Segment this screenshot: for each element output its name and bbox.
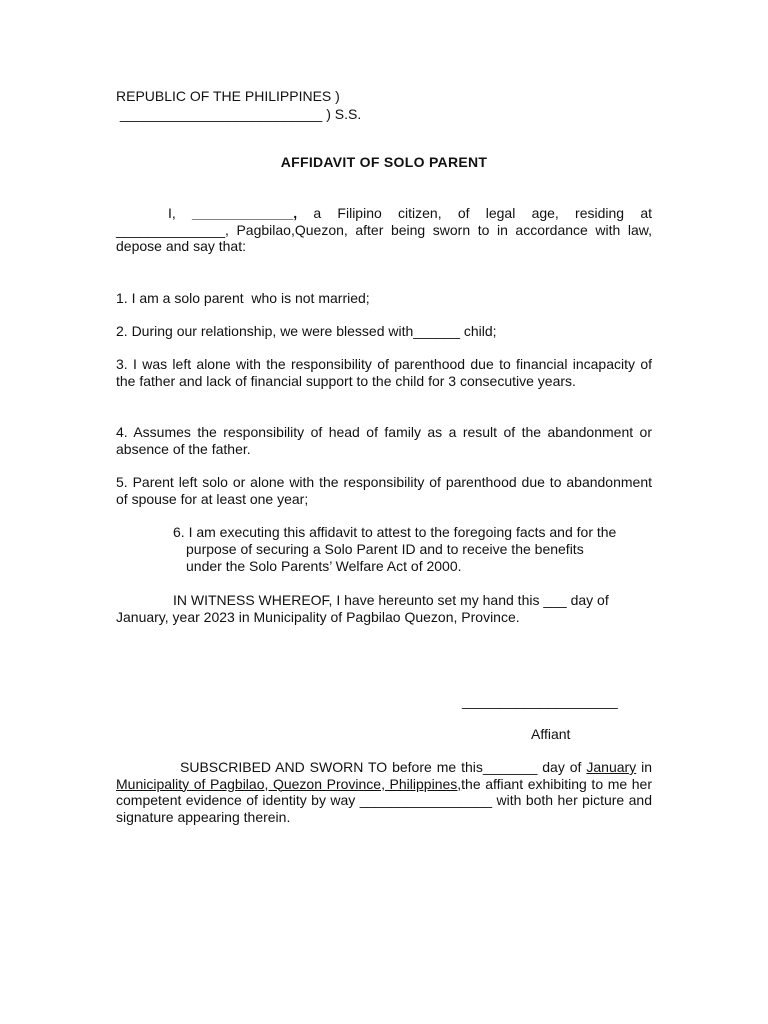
intro-paragraph bbox=[116, 205, 652, 255]
affiant-label: Affiant bbox=[531, 726, 571, 742]
witness-line-2: January, year 2023 in Municipality of Pagbilao Quezon, Province. bbox=[116, 609, 520, 625]
item-6-line-1: 6. I am executing this affidavit to attest to the foregoing facts and for the bbox=[173, 524, 617, 540]
item-2: 2. During our relationship, we were blessed with______ child; bbox=[116, 323, 497, 339]
jurat-part-3: the affiant exhibiting to me her competent evidence of identity by way _________________ with both her picture and signature appearing therein. bbox=[116, 775, 652, 825]
jurat-part-1: SUBSCRIBED AND SWORN TO before me this_______ day of bbox=[180, 759, 587, 775]
item-4: 4. Assumes the responsibility of head of family as a result of the abandonment or absence of the father. bbox=[116, 424, 652, 457]
venue-line-ss: __________________________ ) S.S. bbox=[116, 106, 362, 122]
signature-line: ____________________ bbox=[462, 693, 618, 709]
jurat-part-2: in bbox=[636, 759, 653, 775]
jurat-month: January bbox=[586, 759, 637, 775]
intro-text: a Filipino citizen, of legal age, residing at ______________, Pagbilao,Quezon, after being sworn to in accordance with law, depose and say that: bbox=[116, 205, 652, 254]
item-5: 5. Parent left solo or alone with the responsibility of parenthood due to abandonment of spouse for at least one year; bbox=[116, 474, 652, 507]
item-6-line-2: purpose of securing a Solo Parent ID and to receive the benefits bbox=[186, 541, 584, 557]
jurat-paragraph bbox=[116, 759, 652, 825]
item-3: 3. I was left alone with the responsibility of parenthood due to financial incapacity of the father and lack of financial support to the child for 3 consecutive years. bbox=[116, 356, 652, 389]
name-blank: _____________ bbox=[192, 205, 294, 221]
item-6-line-3: under the Solo Parents’ Welfare Act of 2000. bbox=[186, 558, 462, 574]
document-title: AFFIDAVIT OF SOLO PARENT bbox=[280, 154, 488, 170]
item-1: 1. I am a solo parent who is not married; bbox=[116, 290, 370, 306]
jurat-place: Municipality of Pagbilao, Quezon Province, Philippines, bbox=[116, 775, 462, 792]
intro-pronoun: I, bbox=[168, 205, 193, 221]
venue-line-republic: REPUBLIC OF THE PHILIPPINES ) bbox=[116, 88, 340, 104]
witness-line-1: IN WITNESS WHEREOF, I have hereunto set my hand this ___ day of bbox=[173, 592, 609, 608]
name-comma: , bbox=[293, 205, 298, 221]
